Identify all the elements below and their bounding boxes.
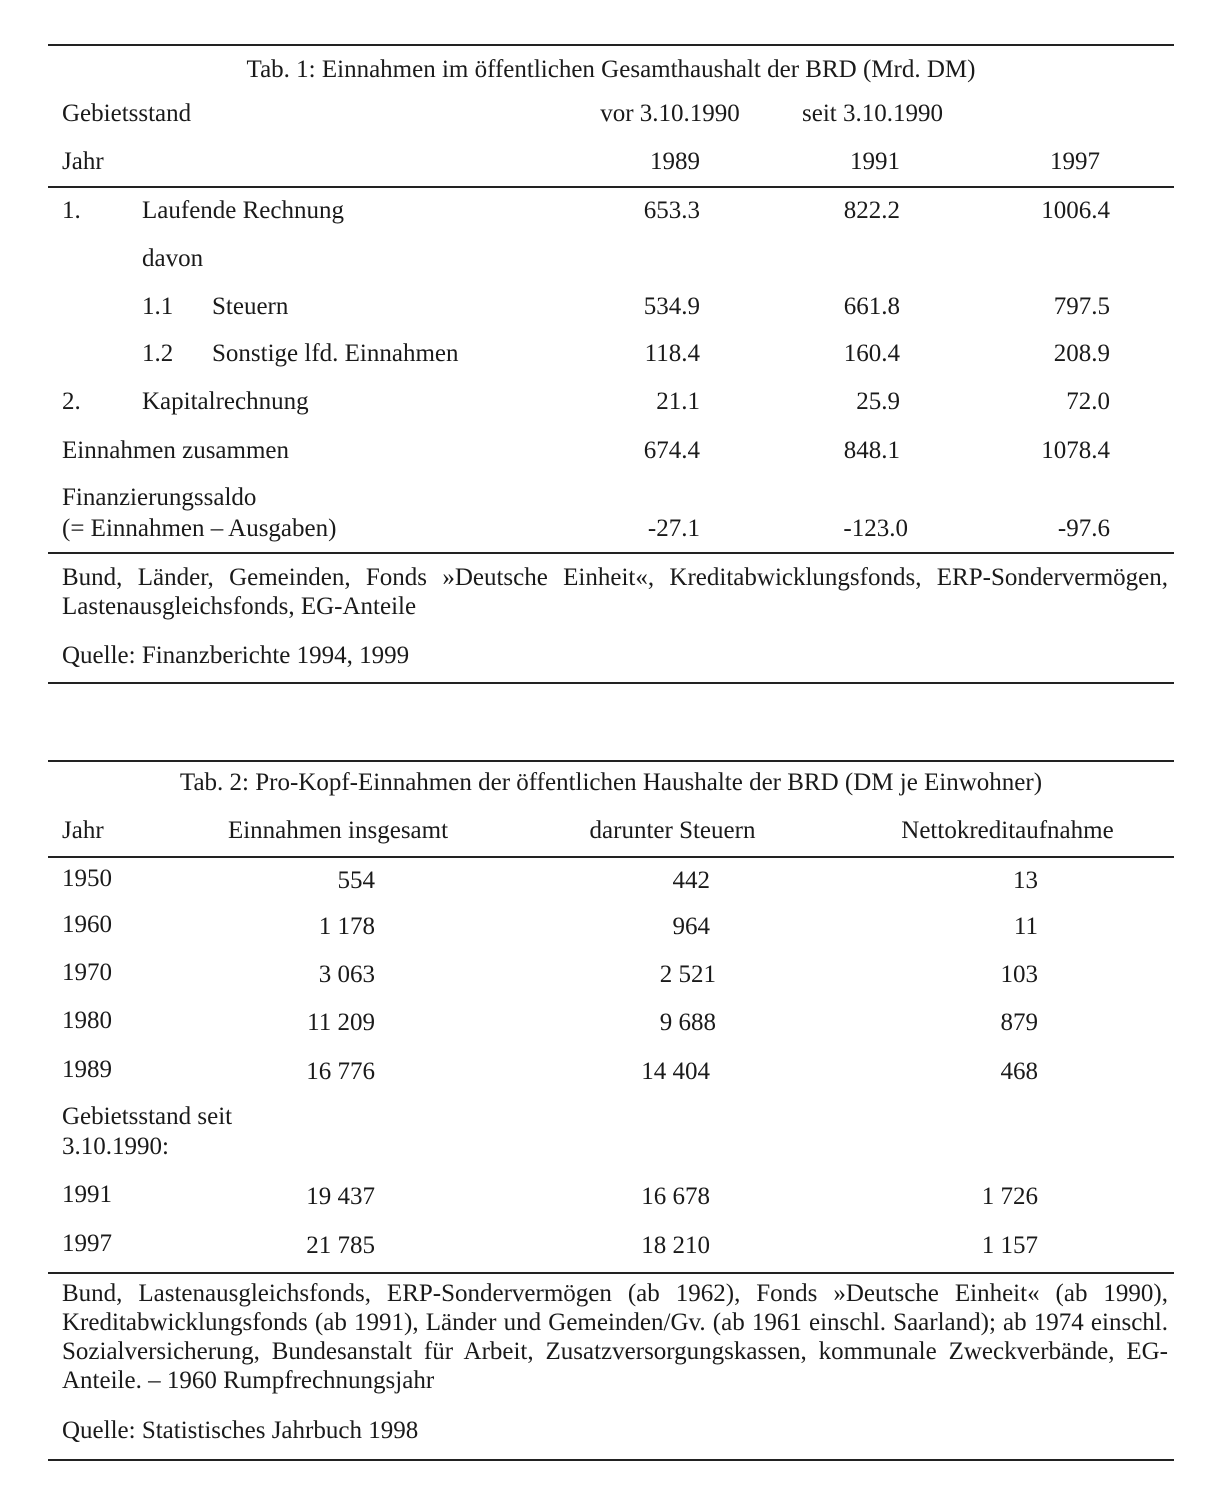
table1-cell: 72.0 (1066, 388, 1110, 415)
table2-row-year: 1950 (62, 865, 112, 892)
table1-year-1991: 1991 (850, 148, 900, 175)
table2-note: Bund, Lastenausgleichsfonds, ERP-Sondervermögen (ab 1962), Fonds »Deutsche Einheit« (ab 1990), Kreditabwicklungsfonds (ab 1991), Länder und Gemeinden/Gv. (ab 1961 einschl. Saarland); ab 1974 einschl. Sozialversicherung, Bundesanstalt für Arbeit, Zusatzversorgungskassen, kommunale Zweckverbände, EG-Anteile. – 1960 Rumpfrechnungsjahr (62, 1280, 1168, 1394)
table2-cell: 468 (1000, 1058, 1038, 1085)
table2-cell: 11 (1013, 913, 1038, 940)
table2-cell: 19 437 (306, 1183, 375, 1210)
table1-row-label: Einnahmen zusammen (62, 437, 290, 464)
table1-cell: 822.2 (843, 197, 900, 224)
table1-cell: 208.9 (1053, 340, 1110, 367)
table2-header-rule (48, 856, 1174, 858)
table2-cell: 18 210 (641, 1232, 710, 1259)
table2-row-year: 1970 (62, 959, 112, 986)
table1-row-label-2: (= Einnahmen – Ausgaben) (62, 515, 337, 542)
table2-subheading-2: 3.10.1990: (62, 1133, 169, 1160)
table1-body-rule (48, 552, 1174, 554)
table2-cell: 103 (1000, 961, 1038, 988)
table2-cell: 21 785 (306, 1232, 375, 1259)
table2-cell: 14 404 (641, 1058, 710, 1085)
table1-gebietsstand-label: Gebietsstand (62, 100, 192, 127)
table2-subheading: Gebietsstand seit (62, 1103, 233, 1130)
table1-year-1997: 1997 (1050, 148, 1100, 175)
table2-source: Quelle: Statistisches Jahrbuch 1998 (62, 1417, 419, 1444)
table1-row-num: 1.2 (142, 340, 174, 367)
table1-row-label: davon (142, 245, 204, 272)
table2-col-steuern: darunter Steuern (589, 817, 756, 844)
table2-cell: 9 688 (659, 1009, 716, 1036)
table1-cell: -97.6 (1057, 515, 1110, 542)
table1-row-label: Finanzierungssaldo (62, 484, 257, 511)
table2-row-year: 1991 (62, 1181, 112, 1208)
table2-cell: 1 726 (981, 1183, 1038, 1210)
table2-caption: Tab. 2: Pro-Kopf-Einnahmen der öffentlichen Haushalte der BRD (DM je Einwohner) (179, 769, 1043, 796)
table2-cell: 879 (1000, 1009, 1038, 1036)
table1-caption: Tab. 1: Einnahmen im öffentlichen Gesamthaushalt der BRD (Mrd. DM) (246, 56, 976, 83)
table2-top-rule (48, 760, 1174, 762)
table2-col-netto: Nettokreditaufnahme (901, 817, 1114, 844)
table1-cell: 653.3 (643, 197, 700, 224)
table2-cell: 16 776 (306, 1058, 375, 1085)
table1-cell: 534.9 (643, 293, 700, 320)
table2-col-einnahmen: Einnahmen insgesamt (227, 817, 449, 844)
table1-bottom-rule (48, 682, 1174, 684)
table2-bottom-rule (48, 1459, 1174, 1461)
table1-cell: 661.8 (843, 293, 900, 320)
table1-cell: 160.4 (843, 340, 900, 367)
table1-row-label: Sonstige lfd. Einnahmen (212, 340, 459, 367)
table2-cell: 1 157 (981, 1232, 1038, 1259)
table1-row-label: Kapitalrechnung (142, 388, 309, 415)
table2-body-rule (48, 1272, 1174, 1274)
table1-cell: 797.5 (1053, 293, 1110, 320)
table1-cell: 674.4 (643, 437, 700, 464)
table1-header-seit: seit 3.10.1990 (802, 100, 943, 127)
table1-note: Bund, Länder, Gemeinden, Fonds »Deutsche Einheit«, Kreditabwicklungsfonds, ERP-Sondervermögen, Lastenausgleichsfonds, EG-Anteile (62, 564, 1168, 620)
table1-row-label: Steuern (212, 293, 289, 320)
table1-year-1989: 1989 (650, 148, 700, 175)
table2-cell: 442 (672, 867, 710, 894)
table1-cell: 1006.4 (1041, 197, 1110, 224)
table1-cell: -27.1 (647, 515, 700, 542)
table1-top-rule (48, 44, 1174, 46)
table2-cell: 11 209 (307, 1009, 375, 1036)
table1-cell: 21.1 (656, 388, 700, 415)
table2-row-year: 1989 (62, 1056, 112, 1083)
table1-row-num: 2. (62, 388, 81, 415)
table1-cell: 1078.4 (1041, 437, 1110, 464)
table1-header-vor: vor 3.10.1990 (600, 100, 740, 127)
table2-row-year: 1960 (62, 911, 112, 938)
table2-col-jahr: Jahr (62, 817, 104, 844)
table2-cell: 554 (337, 867, 375, 894)
table1-cell: 118.4 (644, 340, 700, 367)
table1-header-rule (48, 186, 1174, 188)
table1-cell: -123.0 (843, 515, 908, 542)
table2-cell: 16 678 (641, 1183, 710, 1210)
table1-row-label: Laufende Rechnung (142, 197, 345, 224)
table1-source: Quelle: Finanzberichte 1994, 1999 (62, 642, 410, 669)
table2-cell: 1 178 (318, 913, 375, 940)
table1-row-num: 1. (62, 197, 81, 224)
table2-row-year: 1997 (62, 1230, 112, 1257)
table1-cell: 25.9 (856, 388, 900, 415)
table2-cell: 13 (1013, 867, 1038, 894)
table1-jahr-label: Jahr (62, 148, 104, 175)
table2-cell: 3 063 (318, 961, 375, 988)
table2-row-year: 1980 (62, 1007, 112, 1034)
table1-cell: 848.1 (843, 437, 900, 464)
table1-row-num: 1.1 (142, 293, 174, 320)
table2-cell: 2 521 (659, 961, 716, 988)
table2-cell: 964 (672, 913, 710, 940)
